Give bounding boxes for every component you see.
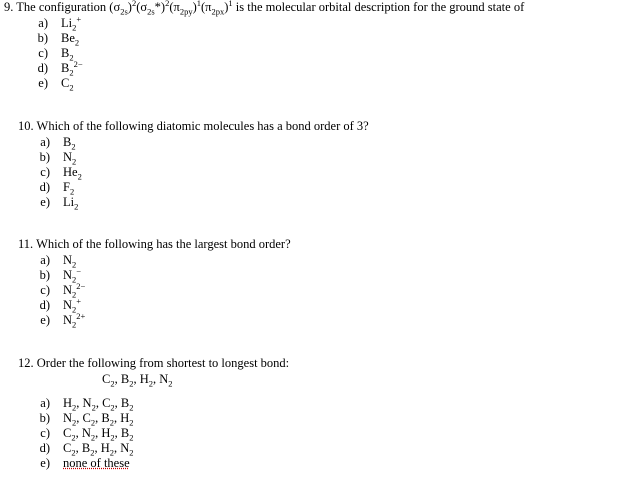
document-page: 9. The configuration $(\sigma_{2s})^2(\sigma_{2s}*)^2(\pi_{2py})^1(\pi_{2px})^1$ is the molecular orbital description for the ground state of a) $Li_2^+$ b) $Be_2$ c) $B_2$ d) $B_2^{2-}$ e) $C_2$ 10. Which of the following diatomic molecules has a bond order of 3? a) $B_2$ b) $N_2$ c) $He_2$ d) $F_2$ e) $Li_2$ 11. Which of the following has the largest bond order? a) $N_2$ b) $N_2^-$ c) $N_2^{2-}$ d) $N_2^+$ e) $N_2^{2+}$ 12. Order the following from shortest to longest bond: $C_2$, $B_2$, $H_2$, $N_2$ a) $H_2$, $N_2$, $C_2$, $B_2$ b) $N_2$, $C_2$, $B_2$, $H_2$ c) $C_2$, $N_2$, $H_2$, $B_2$ d) $C_2$, $B_2$, $H_2$, $N_2$ e) none of these <box>4 0 525 470</box>
question-10-stem <box>18 119 369 134</box>
question-number: 10. <box>18 119 34 133</box>
species-list: $C_2$, $B_2$, $H_2$, $N_2$ <box>102 372 173 389</box>
question-text: Order the following from shortest to longest bond: <box>36 356 290 370</box>
question-text: Which of the following has the largest bond order? <box>36 237 291 251</box>
question-12-stem <box>18 356 289 371</box>
question-number: 9. <box>4 0 14 14</box>
question-text: The configuration $(\sigma_{2s})^2(\sigma_{2s}*)^2(\pi_{2py})^1(\pi_{2px})^1$ is the molecular orbital description for the ground state of <box>16 0 525 17</box>
question-number: 11. <box>18 237 34 251</box>
question-9-stem <box>4 0 524 15</box>
question-text: Which of the following diatomic molecules has a bond order of 3? <box>36 119 369 133</box>
question-11-stem <box>18 237 291 252</box>
question-number: 12. <box>18 356 34 370</box>
